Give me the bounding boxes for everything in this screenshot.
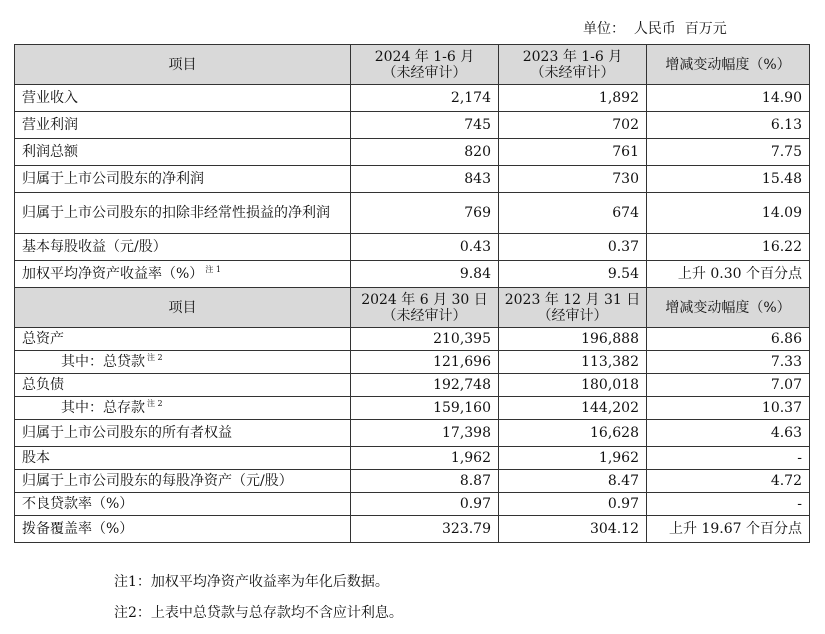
header-item: 项目 xyxy=(15,288,351,328)
table-row xyxy=(15,193,810,234)
header-period-2023h1-line1: 2023 年 1-6 月 xyxy=(522,48,623,65)
unit-label: 单位： 人民币 百万元 xyxy=(583,21,727,37)
footnote-1: 注1：加权平均净资产收益率为年化后数据。 xyxy=(114,574,389,590)
table-row xyxy=(15,397,810,420)
table-row xyxy=(15,328,810,351)
header-date-2024-06-30-line1: 2024 年 6 月 30 日 xyxy=(361,291,488,308)
row-value-current: 0.43 xyxy=(351,234,499,261)
row-value-prior: 730 xyxy=(499,166,647,193)
row-label: 归属于上市公司股东的扣除非经常性损益的净利润 xyxy=(15,193,351,234)
row-value-current: 2,174 xyxy=(351,85,499,112)
row-value-prior: 113,382 xyxy=(499,351,647,374)
table-row xyxy=(15,420,810,447)
row-value-prior: 0.97 xyxy=(499,493,647,516)
row-value-current: 192,748 xyxy=(351,374,499,397)
header-change-pct: 增减变动幅度（%） xyxy=(647,288,810,328)
header-date-2024-06-30-line2: （未经审计） xyxy=(382,307,467,324)
row-label: 拨备覆盖率（%） xyxy=(15,516,351,543)
row-value-current: 8.87 xyxy=(351,470,499,493)
row-value-current: 9.84 xyxy=(351,261,499,288)
row-value-current: 210,395 xyxy=(351,328,499,351)
row-value-change: 10.37 xyxy=(647,397,810,420)
row-value-change: 4.63 xyxy=(647,420,810,447)
row-value-prior: 1,962 xyxy=(499,447,647,470)
row-label-with-note xyxy=(15,351,351,374)
row-value-change: 4.72 xyxy=(647,470,810,493)
row-value-current: 17,398 xyxy=(351,420,499,447)
row-value-prior: 8.47 xyxy=(499,470,647,493)
row-value-change: 16.22 xyxy=(647,234,810,261)
row-label-with-note xyxy=(15,261,351,288)
header-item: 项目 xyxy=(15,45,351,85)
row-value-current: 745 xyxy=(351,112,499,139)
row-label: 总资产 xyxy=(15,328,351,351)
section2-header-row xyxy=(15,288,810,328)
header-period-2024h1-line1: 2024 年 1-6 月 xyxy=(374,48,475,65)
row-value-change: 14.09 xyxy=(647,193,810,234)
row-value-change: 7.07 xyxy=(647,374,810,397)
table-row xyxy=(15,166,810,193)
row-value-current: 843 xyxy=(351,166,499,193)
row-value-prior: 196,888 xyxy=(499,328,647,351)
header-period-2024h1-line2: （未经审计） xyxy=(382,64,467,81)
row-value-change: 上升 19.67 个百分点 xyxy=(647,516,810,543)
row-label: 营业利润 xyxy=(15,112,351,139)
row-label: 不良贷款率（%） xyxy=(15,493,351,516)
table-row xyxy=(15,447,810,470)
table-row xyxy=(15,493,810,516)
row-value-prior: 304.12 xyxy=(499,516,647,543)
row-value-prior: 16,628 xyxy=(499,420,647,447)
row-value-current: 323.79 xyxy=(351,516,499,543)
table-row xyxy=(15,374,810,397)
table-row xyxy=(15,516,810,543)
section1-header-row xyxy=(15,45,810,85)
row-value-current: 0.97 xyxy=(351,493,499,516)
row-value-prior: 674 xyxy=(499,193,647,234)
row-value-prior: 1,892 xyxy=(499,85,647,112)
row-value-prior: 144,202 xyxy=(499,397,647,420)
row-label: 营业收入 xyxy=(15,85,351,112)
header-date-2023-12-31 xyxy=(499,288,647,328)
footnote-marker: 注 1 xyxy=(205,265,221,275)
row-label: 其中：总存款 xyxy=(61,400,145,416)
header-period-2023h1-line2: （未经审计） xyxy=(530,64,615,81)
table-row xyxy=(15,470,810,493)
table-row xyxy=(15,139,810,166)
row-value-prior: 9.54 xyxy=(499,261,647,288)
row-label: 加权平均净资产收益率（%） xyxy=(22,266,204,282)
row-value-current: 820 xyxy=(351,139,499,166)
row-value-change: 上升 0.30 个百分点 xyxy=(647,261,810,288)
row-value-change: 6.86 xyxy=(647,328,810,351)
header-date-2024-06-30 xyxy=(351,288,499,328)
row-value-current: 159,160 xyxy=(351,397,499,420)
table-row xyxy=(15,85,810,112)
header-date-2023-12-31-line2: （经审计） xyxy=(537,307,608,324)
row-value-change: - xyxy=(647,493,810,516)
row-label-with-note xyxy=(15,397,351,420)
row-value-change: 7.75 xyxy=(647,139,810,166)
table-row xyxy=(15,234,810,261)
header-change-pct: 增减变动幅度（%） xyxy=(647,45,810,85)
row-value-current: 769 xyxy=(351,193,499,234)
financial-summary-table xyxy=(14,44,810,543)
row-label: 总负债 xyxy=(15,374,351,397)
row-label: 基本每股收益（元/股） xyxy=(15,234,351,261)
footnote-2: 注2：上表中总贷款与总存款均不含应计利息。 xyxy=(114,605,403,621)
row-label: 归属于上市公司股东的净利润 xyxy=(15,166,351,193)
row-label: 归属于上市公司股东的每股净资产（元/股） xyxy=(15,470,351,493)
header-period-2024h1 xyxy=(351,45,499,85)
table-row xyxy=(15,112,810,139)
table-row xyxy=(15,351,810,374)
row-value-prior: 761 xyxy=(499,139,647,166)
row-label: 股本 xyxy=(15,447,351,470)
row-value-prior: 180,018 xyxy=(499,374,647,397)
row-label: 归属于上市公司股东的所有者权益 xyxy=(15,420,351,447)
row-value-prior: 0.37 xyxy=(499,234,647,261)
footnote-marker: 注 2 xyxy=(147,353,163,363)
row-value-change: 6.13 xyxy=(647,112,810,139)
row-value-current: 1,962 xyxy=(351,447,499,470)
row-label: 其中：总贷款 xyxy=(61,354,145,370)
row-value-change: - xyxy=(647,447,810,470)
row-value-change: 15.48 xyxy=(647,166,810,193)
row-label: 利润总额 xyxy=(15,139,351,166)
header-period-2023h1 xyxy=(499,45,647,85)
footnote-marker: 注 2 xyxy=(147,399,163,409)
table-row xyxy=(15,261,810,288)
row-value-change: 7.33 xyxy=(647,351,810,374)
row-value-change: 14.90 xyxy=(647,85,810,112)
row-value-current: 121,696 xyxy=(351,351,499,374)
header-date-2023-12-31-line1: 2023 年 12 月 31 日 xyxy=(504,291,641,308)
row-value-prior: 702 xyxy=(499,112,647,139)
